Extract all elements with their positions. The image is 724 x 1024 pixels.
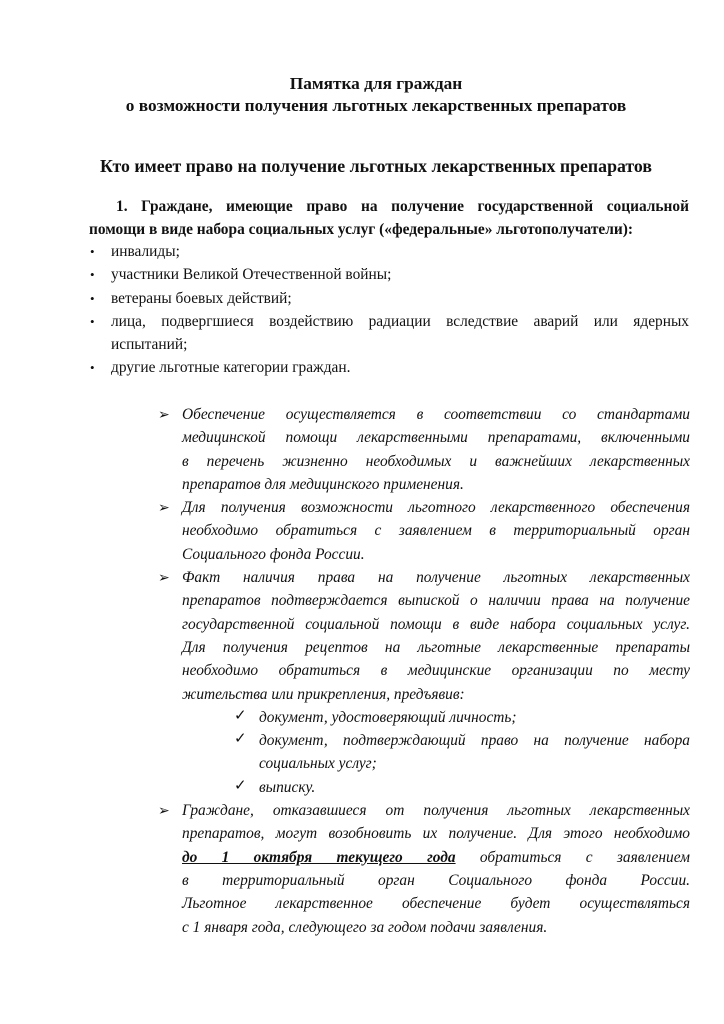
intro-line-2: помощи в виде набора социальных услуг («федеральные» льготополучатели):: [89, 221, 633, 238]
deadline-rest: обратиться с заявлением: [479, 848, 690, 866]
document-title: [60, 73, 692, 117]
list-item: [89, 287, 689, 310]
bullet-icon: •: [90, 313, 95, 329]
beneficiary-categories-list: [89, 240, 689, 380]
document-item-text: документ, удостоверяющий личность;: [259, 708, 517, 726]
arrow-bullet-icon: ➢: [158, 804, 170, 820]
note-line: Обеспечение осуществляется в соответствии со стандартами: [182, 406, 690, 423]
note-line: государственной социальной помощи в виде набора социальных услуг.: [182, 615, 690, 633]
note-line: Граждане, отказавшиеся от получения льготных лекарственных: [182, 802, 690, 820]
note-line: препаратов для медицинского применения.: [182, 475, 464, 493]
note-line: Льготное лекарственное обеспечение будет осуществляться: [182, 895, 690, 913]
title-line-1: Памятка для граждан: [289, 74, 463, 93]
document-item-text-continued: социальных услуг;: [259, 755, 377, 773]
notes-list: [158, 403, 690, 939]
list-item-text: другие льготные категории граждан.: [111, 359, 351, 377]
list-item-text: инвалиды;: [111, 243, 180, 260]
note-item-application: [158, 496, 690, 566]
list-item: [89, 263, 689, 286]
list-item: [89, 240, 689, 263]
bullet-icon: •: [90, 267, 95, 283]
title-line-2: о возможности получения льготных лекарственных препаратов: [125, 96, 627, 115]
bullet-icon: •: [90, 360, 95, 376]
note-item-standards: [158, 403, 690, 496]
note-line: Для получения возможности льготного лекарственного обеспечения: [182, 499, 690, 517]
note-line-deadline: [182, 846, 690, 869]
note-line: Социального фонда России.: [182, 545, 365, 563]
section-heading: Кто имеет право на получение льготных лекарственных препаратов: [100, 156, 652, 176]
list-item-text: ветераны боевых действий;: [111, 289, 292, 307]
checkmark-icon: ✓: [234, 707, 247, 724]
note-line: необходимо обратиться в медицинские организации по месту: [182, 662, 690, 680]
note-line: препаратов, могут возобновить их получение. Для этого необходимо: [182, 825, 690, 843]
note-line: жительства или прикрепления, предъявив:: [182, 685, 465, 703]
arrow-bullet-icon: ➢: [158, 501, 170, 517]
note-line: в перечень жизненно необходимых и важнейших лекарственных: [182, 452, 690, 470]
list-item: [89, 310, 689, 357]
bullet-icon: •: [90, 244, 95, 259]
note-line: Для получения рецептов на льготные лекарственные препараты: [182, 638, 690, 656]
list-item: [89, 356, 689, 379]
note-line: Факт наличия права на получение льготных лекарственных: [182, 569, 690, 587]
note-item-proof: [158, 566, 690, 799]
document-item: [234, 706, 690, 729]
document-item: [234, 776, 690, 799]
checkmark-icon: ✓: [234, 777, 247, 794]
note-line: препаратов подтверждается выпиской о наличии права на получение: [182, 592, 690, 610]
arrow-bullet-icon: ➢: [158, 408, 170, 423]
list-item-text-continued: испытаний;: [111, 336, 188, 354]
list-item-text: лица, подвергшиеся воздействию радиации вследствие аварий или ядерных: [111, 312, 689, 330]
note-line: с 1 января года, следующего за годом подачи заявления.: [182, 918, 548, 936]
intro-paragraph: [89, 195, 689, 241]
note-line: медицинской помощи лекарственными препаратами, включенными: [182, 429, 690, 447]
checkmark-icon: ✓: [234, 731, 247, 748]
document-item: [234, 729, 690, 776]
deadline-highlight: до 1 октября текущего года: [182, 848, 456, 866]
list-item-text: участники Великой Отечественной войны;: [111, 266, 392, 284]
note-item-renewal: [158, 799, 690, 939]
required-documents-list: [182, 706, 690, 799]
intro-line-1: 1. Граждане, имеющие право на получение государственной социальной: [116, 198, 689, 215]
document-item-text: выписку.: [259, 778, 316, 796]
bullet-icon: •: [90, 290, 95, 306]
document-item-text: документ, подтверждающий право на получение набора: [259, 732, 690, 750]
note-line: необходимо обратиться с заявлением в территориальный орган: [182, 522, 690, 540]
arrow-bullet-icon: ➢: [158, 571, 170, 587]
note-line: в территориальный орган Социального фонда России.: [182, 871, 690, 889]
